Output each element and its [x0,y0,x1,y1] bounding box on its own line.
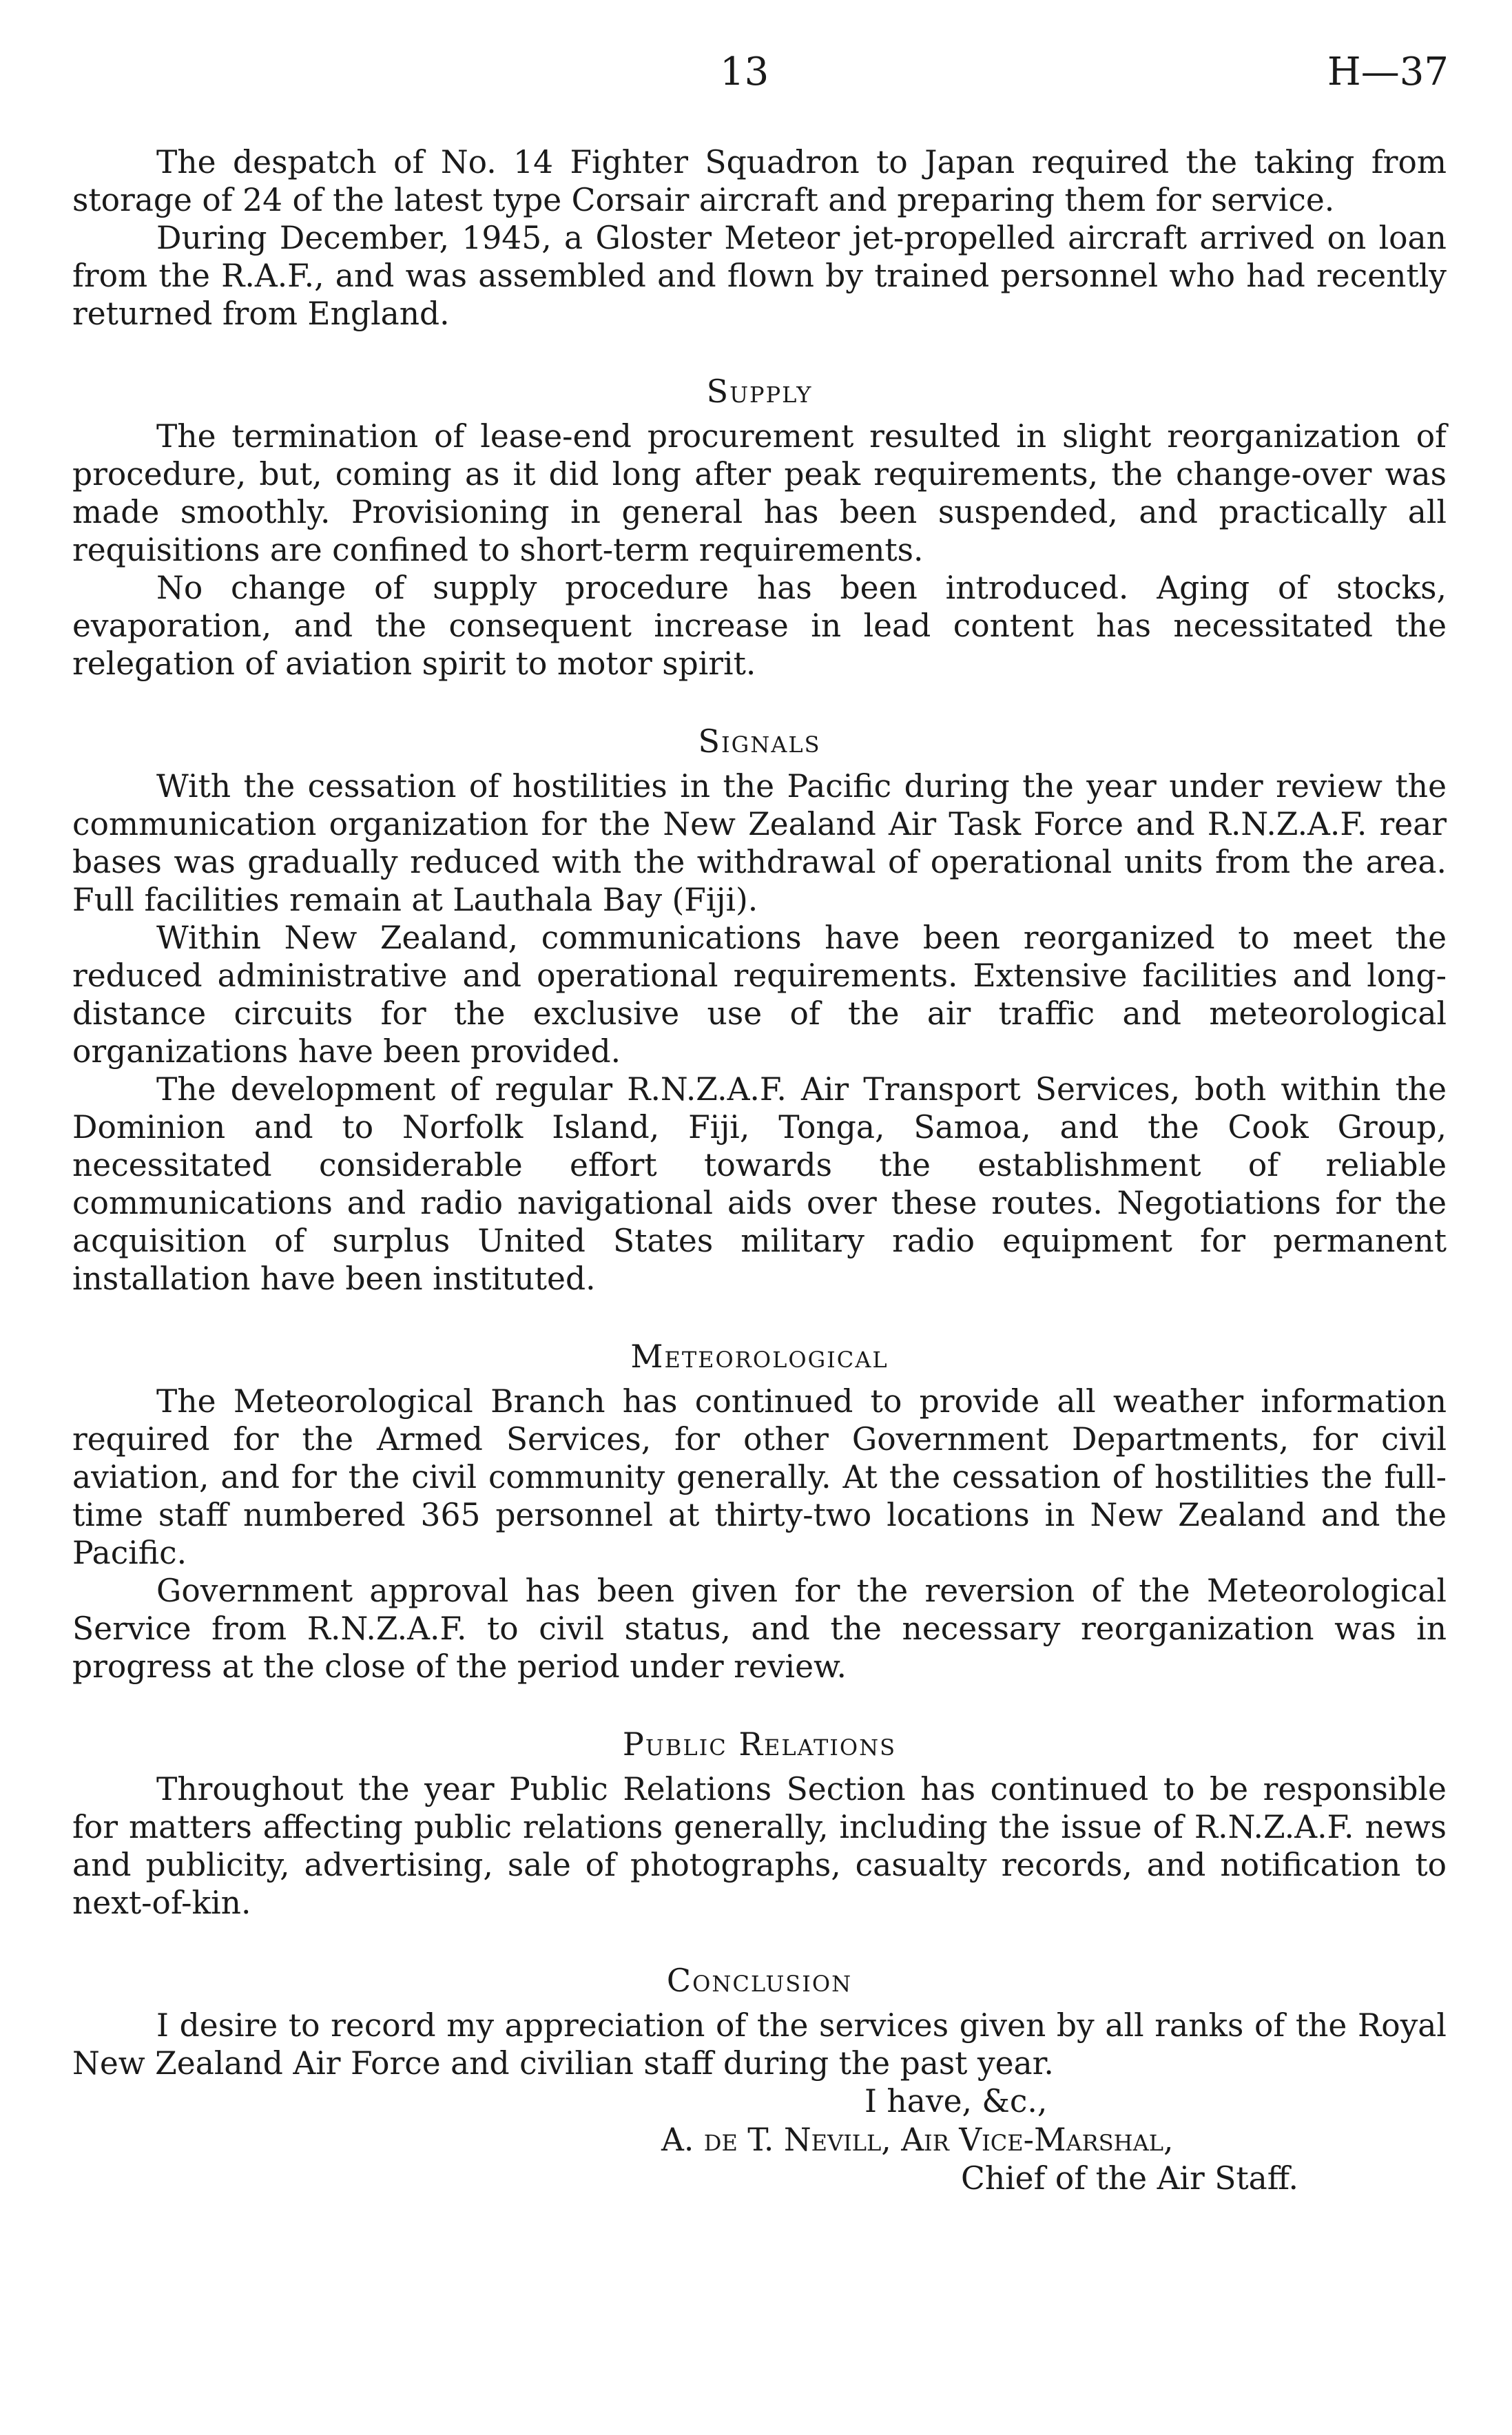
section-heading: Public Relations [622,1726,897,1763]
paragraph: I desire to record my appreciation of the services given by all ranks of the Royal New Zealand Air Force and civilian staff during the past year. [72,2007,1447,2082]
page-number: 13 [720,50,769,94]
section-conclusion [72,1962,1447,2082]
section-public-relations [72,1726,1447,1922]
paragraph: During December, 1945, a Gloster Meteor jet-propelled aircraft arrived on loan from the R.A.F., and was assembled and flown by trained personnel who had recently returned from England. [72,220,1447,332]
section-heading: Meteorological [630,1338,889,1375]
signatory: A. de T. Nevill, Air Vice-Marshal, [661,2122,1174,2158]
section-heading: Supply [706,373,813,410]
closing-block [72,2082,1447,2198]
intro-section [72,143,1447,333]
paragraph: Within New Zealand, communications have been reorganized to meet the reduced administrative and operational requirements. Extensive facilities and long-distance circuits for the exclusive use of the air traffic and meteorological organizations have been provided. [72,920,1447,1070]
salutation: I have, &c., [864,2083,1048,2120]
paragraph: The termination of lease-end procurement resulted in slight reorganization of procedure, but, coming as it did long after peak requirements, the change-over was made smoothly. Provisioning in general has been suspended, and practically all requisitions are confined to short-term requirements. [72,418,1447,568]
section-supply [72,373,1447,683]
page-header [0,50,1512,105]
section-signals [72,723,1447,1298]
section-heading: Conclusion [666,1962,853,1999]
paragraph: Government approval has been given for the reversion of the Meteorological Service from R.N.Z.A.F. to civil status, and the necessary reorganization was in progress at the close of the period under review. [72,1573,1447,1685]
document-reference: H—37 [1327,50,1449,94]
section-meteorological [72,1338,1447,1686]
paragraph: Throughout the year Public Relations Section has continued to be responsible for matters affecting public relations generally, including the issue of R.N.Z.A.F. news and publicity, advertising, sale of photographs, casualty records, and notification to next-of-kin. [72,1771,1447,1921]
paragraph: The Meteorological Branch has continued to provide all weather information required for the Armed Services, for other Government Departments, for civil aviation, and for the civil community generally. At the cessation of hostilities the full-time staff numbered 365 personnel at thirty-two locations in New Zealand and the Pacific. [72,1383,1447,1571]
paragraph: The despatch of No. 14 Fighter Squadron to Japan required the taking from storage of 24 of the latest type Corsair aircraft and preparing them for service. [72,144,1447,218]
document-body [72,143,1447,2198]
paragraph: With the cessation of hostilities in the Pacific during the year under review the communication organization for the New Zealand Air Task Force and R.N.Z.A.F. rear bases was gradually reduced with the withdrawal of operational units from the area. Full facilities remain at Lauthala Bay (Fiji). [72,768,1447,918]
signatory-title: Chief of the Air Staff. [961,2160,1298,2197]
paragraph: The development of regular R.N.Z.A.F. Air Transport Services, both within the Dominion and to Norfolk Island, Fiji, Tonga, Samoa, and the Cook Group, necessitated considerable effort towards the establishment of reliable communications and radio navigational aids over these routes. Negotiations for the acquisition of surplus United States military radio equipment for permanent installation have been instituted. [72,1071,1447,1297]
paragraph: No change of supply procedure has been introduced. Aging of stocks, evaporation, and the consequent increase in lead content has necessitated the relegation of aviation spirit to motor spirit. [72,570,1447,682]
section-heading: Signals [698,723,821,760]
